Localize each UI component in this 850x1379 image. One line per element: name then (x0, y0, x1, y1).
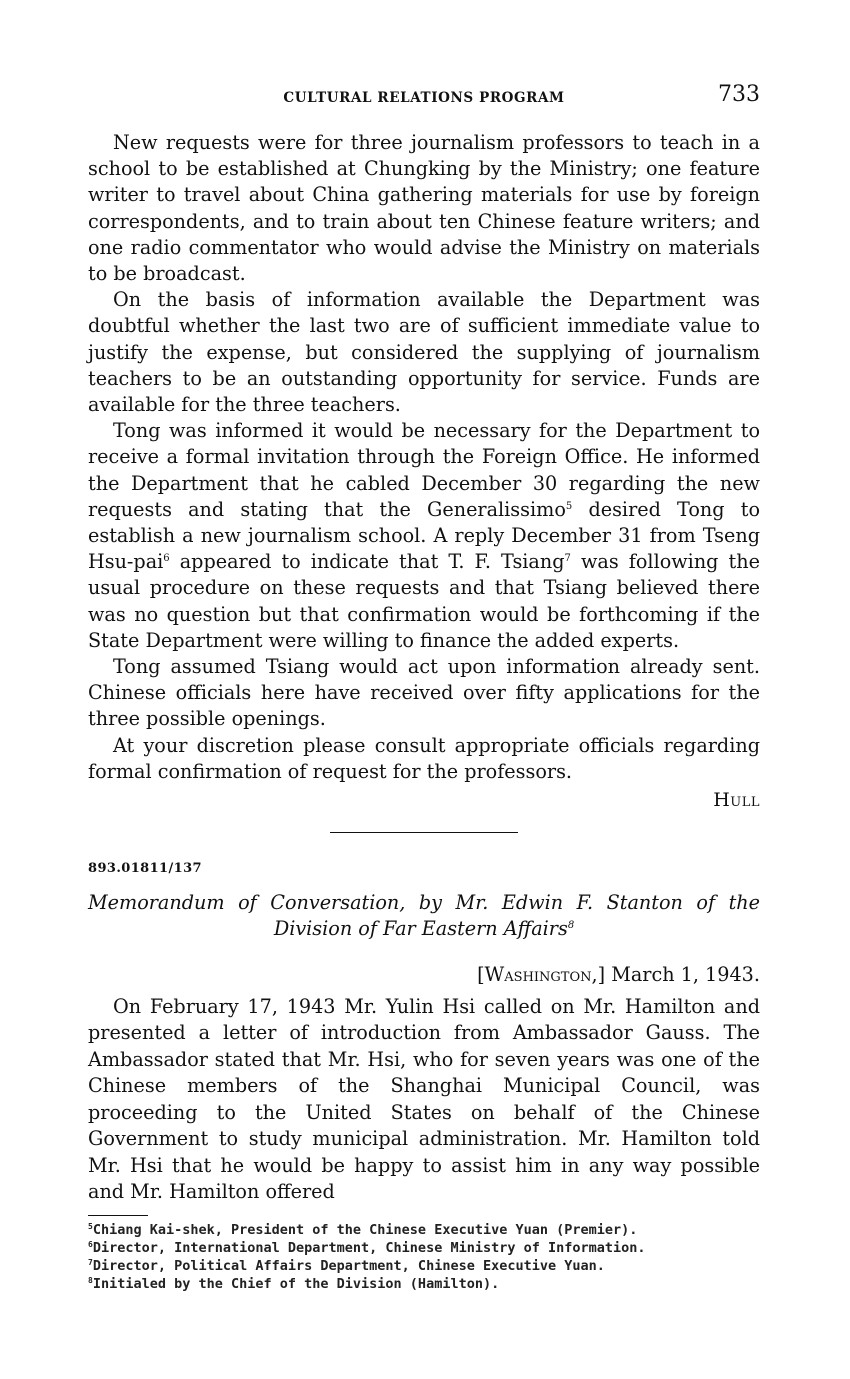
dateline-place: [Washington,] (477, 963, 606, 987)
footnote-number: 7 (88, 1257, 93, 1267)
paragraph-text: was following the usual procedure on these requests and that Tsiang believed there was no question but that confirmation would be forthcoming if the State Department were willing to finance the added experts. (88, 550, 760, 652)
dateline-date: March 1, 1943. (605, 963, 760, 987)
page-header (88, 78, 760, 112)
paragraph-text: desired Tong to establish a new journalism school. A reply December 31 from Tseng Hsu-pai (88, 497, 760, 574)
footnote (88, 1240, 760, 1258)
footnote (88, 1258, 760, 1276)
dateline (88, 962, 760, 988)
paragraph: New requests were for three journalism professors to teach in a school to be established at Chungking by the Ministry; one feature writer to travel about China gathering materials for use by foreign correspondents, and to train about ten Chinese feature writers; and one radio commentator who would advise the Ministry on materials to be broadcast. (88, 131, 760, 286)
signature: Hull (713, 789, 760, 812)
paragraph (88, 418, 760, 654)
document-page (88, 78, 760, 1294)
footnote-ref[interactable]: 7 (564, 553, 571, 565)
memo-title-line: Memorandum of Conversation, by Mr. Edwin F. Stanton of the (88, 891, 760, 915)
footnote (88, 1222, 760, 1240)
footnotes (88, 1222, 760, 1293)
file-number: 893.01811/137 (88, 861, 202, 877)
memo-title (88, 890, 760, 942)
paragraph-text: Tong was informed it would be necessary for the Department to receive a formal invitation through the Foreign Office. He informed the Department that he cabled December 30 regarding the new requests and stating that the Generalissimo (88, 419, 760, 521)
footnote-ref[interactable]: 8 (567, 920, 575, 932)
footnote-text: Chiang Kai-shek, President of the Chinese Executive Yuan (Premier). (92, 1222, 638, 1239)
running-title: CULTURAL RELATIONS PROGRAM (283, 90, 565, 106)
footnote-text: Director, Political Affairs Department, Chinese Executive Yuan. (92, 1257, 605, 1274)
memo-body: On February 17, 1943 Mr. Yulin Hsi called on Mr. Hamilton and presented a letter of introduction from Ambassador Gauss. The Ambassador stated that Mr. Hsi, who for seven years was one of the Chinese members of the Shanghai Municipal Council, was proceeding to the United States on behalf of the Chinese Government to study municipal administration. Mr. Hamilton told Mr. Hsi that he would be happy to assist him in any way possible and Mr. Hamilton offered (88, 995, 760, 1203)
footnote-text: Director, International Department, Chinese Ministry of Information. (92, 1240, 646, 1257)
paragraph: On the basis of information available the Department was doubtful whether the last two are of sufficient immediate value to justify the expense, but considered the supplying of journalism teachers to be an outstanding opportunity for service. Funds are available for the three teachers. (88, 288, 760, 417)
paragraph: At your discretion please consult appropriate officials regarding formal confirmation of request for the professors. (88, 733, 760, 783)
footnote-ref[interactable]: 6 (163, 553, 170, 565)
section-divider (330, 832, 518, 833)
footnote-text: Initialed by the Chief of the Division (Hamilton). (92, 1275, 500, 1292)
memo-title-line: Division of Far Eastern Affairs (273, 917, 568, 941)
footnote-rule (88, 1215, 148, 1216)
footnote (88, 1276, 760, 1294)
footnote-number: 6 (88, 1240, 93, 1250)
footnote-number: 5 (88, 1222, 93, 1232)
paragraph-text: appeared to indicate that T. F. Tsiang (169, 550, 565, 574)
page-number: 733 (718, 82, 760, 107)
footnote-number: 8 (88, 1275, 93, 1285)
footnote-ref[interactable]: 5 (565, 500, 573, 512)
paragraph: Tong assumed Tsiang would act upon information already sent. Chinese officials here have received over fifty applications for the three possible openings. (88, 655, 760, 731)
